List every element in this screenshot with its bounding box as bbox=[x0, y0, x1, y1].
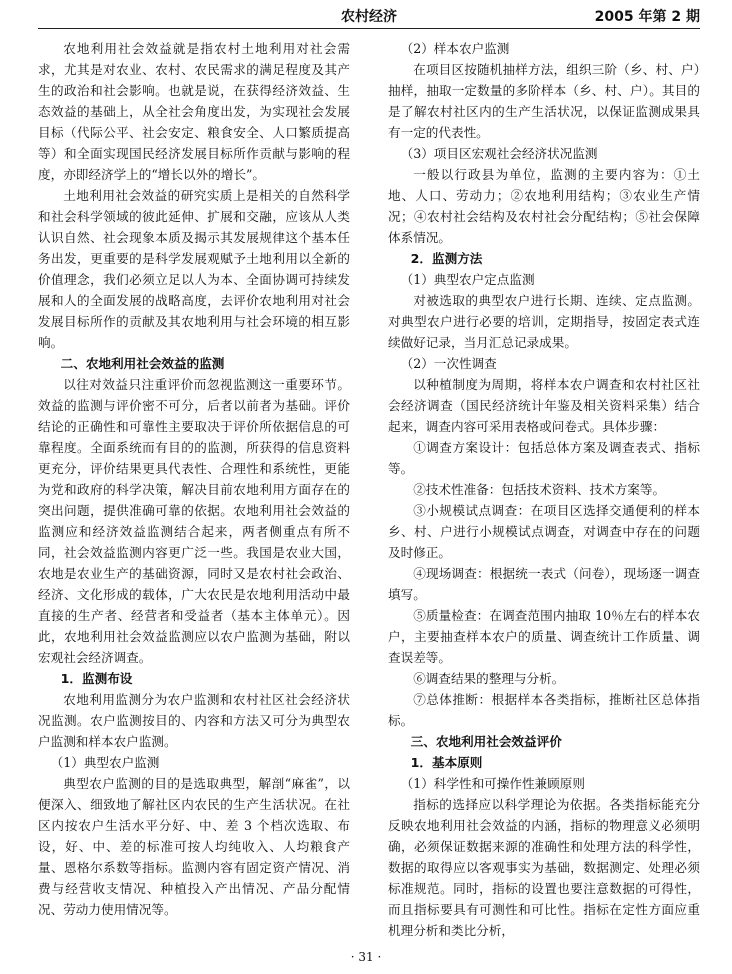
section-heading: 三、农地利用社会效益评价 bbox=[410, 734, 562, 749]
step-item: ①调查方案设计：包括总体方案及调查表式、指标等。 bbox=[388, 440, 700, 476]
step-item: ④现场调查：根据统一表式（问卷），现场逐一调查填写。 bbox=[388, 566, 700, 602]
subsection-heading: 2．监测方法 bbox=[410, 251, 483, 266]
running-header bbox=[38, 6, 700, 29]
page-number: · 31 · bbox=[350, 950, 382, 964]
subsection-heading: 1．监测布设 bbox=[60, 671, 133, 686]
paragraph: 对被选取的典型农户进行长期、连续、定点监测。对典型农户进行必要的培训，定期指导，按固定表式连续做好记录，当月汇总记录成果。 bbox=[388, 293, 700, 350]
step-item: ③小规模试点调查：在项目区选择交通便利的样本乡、村、户进行小规模试点调查，对调查中存在的问题及时修正。 bbox=[388, 503, 700, 560]
paragraph: 一般以行政县为单位，监测的主要内容为：①土地、人口、劳动力；②农地利用结构；③农业生产情况；④农村社会结构及农村社会分配结构；⑤社会保障体系情况。 bbox=[388, 167, 700, 245]
subsection-heading: 1．基本原则 bbox=[410, 755, 483, 770]
paragraph: 农地利用社会效益就是指农村土地利用对社会需求，尤其是对农业、农村、农民需求的满足程度及其产生的政治和社会影响。也就是说，在获得经济效益、生态效益的基础上，从全社会角度出发，为实现社会发展目标（代际公平、社会安定、粮食安全、人口繁质提高等）和全面实现国民经济发展目标所作贡献与影响的程度，亦即经济学上的“增长以外的增长”。 bbox=[38, 41, 350, 182]
step-item: ⑦总体推断：根据样本各类指标，推断社区总体指标。 bbox=[388, 692, 700, 728]
item-heading: （2）样本农户监测 bbox=[400, 41, 510, 56]
paragraph: 典型农户监测的目的是选取典型，解剖“麻雀”，以便深入、细致地了解社区内农民的生产生活状况。在社区内按农户生活水平分好、中、差 3 个档次选取、布设，好、中、差的标准可按人均纯收入、人均粮食产量、恩格尔系数等指标。监测内容有固定资产情况、消费与经营收支情况、种植投入产出情况、产品分配情况、劳动力使用情况等。 bbox=[38, 776, 350, 917]
paragraph: 以种植制度为周期，将样本农户调查和农村社区社会经济调查（国民经济统计年鉴及相关资料采集）结合起来，调查内容可采用表格或问卷式。具体步骤： bbox=[388, 377, 700, 434]
paragraph: 以往对效益只注重评价而忽视监测这一重要环节。效益的监测与评价密不可分，后者以前者为基础。评价结论的正确性和可靠性主要取决于评价所依据信息的可靠程度。全面系统而有目的的监测，所获得的信息资料更充分，评价结果更具代表性、合理性和系统性，更能为党和政府的科学决策，解决目前农地利用方面存在的突出问题，提供准确可靠的依据。农地利用社会效益的监测应和经济效益监测结合起来，两者侧重点有所不同，社会效益监测内容更广泛一些。我国是农业大国，农地是农业生产的基础资源，同时又是农村社会政治、经济、文化形成的载体，广大农民是农地利用活动中最直接的生产者、经营者和受益者（基本主体单元）。因此，农地利用社会效益监测应以农户监测为基础，附以宏观社会经济调查。 bbox=[38, 377, 350, 665]
item-heading: （3）项目区宏观社会经济状况监测 bbox=[400, 146, 598, 161]
section-heading: 二、农地利用社会效益的监测 bbox=[60, 356, 225, 371]
left-column bbox=[38, 38, 350, 920]
paragraph: 指标的选择应以科学理论为依据。各类指标能充分反映农地利用社会效益的内涵，指标的物理意义必须明确，必须保证数据来源的准确性和处理方法的科学性，数据的取得应以客观事实为基础，数据测定、处理必须标准规范。同时，指标的设置也要注意数据的可得性，而且指标要具有可测性和可比性。指标在定性方面应重机理分析和类比分析， bbox=[388, 797, 700, 938]
step-item: ⑥调查结果的整理与分析。 bbox=[413, 671, 565, 686]
journal-title: 农村经济 bbox=[341, 9, 397, 25]
item-heading: （2）一次性调查 bbox=[400, 356, 497, 371]
right-column bbox=[388, 38, 700, 941]
paragraph: 农地利用监测分为农户监测和农村社区社会经济状况监测。农户监测按目的、内容和方法又可分为典型农户监测和样本农户监测。 bbox=[38, 692, 350, 749]
item-heading: （1）科学性和可操作性兼顾原则 bbox=[400, 776, 585, 791]
item-heading: （1）典型农户监测 bbox=[50, 755, 160, 770]
paragraph: 土地利用社会效益的研究实质上是相关的自然科学和社会科学领域的彼此延伸、扩展和交融，应该从人类认识自然、社会现象本质及揭示其发展规律这个基本任务出发，更重要的是科学发展观赋予土地利用以全新的价值理念，我们必须立足以人为本、全面协调可持续发展和人的全面发展的战略高度，去评价农地利用对社会发展目标所作的贡献及其农地利用与社会环境的相互影响。 bbox=[38, 188, 350, 350]
step-item: ⑤质量检查：在调查范围内抽取 10％左右的样本农户，主要抽查样本农户的质量、调查统计工作质量、调查误差等。 bbox=[388, 608, 700, 665]
item-heading: （1）典型农户定点监测 bbox=[400, 272, 535, 287]
issue-number: 2005 年第 2 期 bbox=[594, 9, 700, 25]
paragraph: 在项目区按随机抽样方法，组织三阶（乡、村、户）抽样，抽取一定数量的多阶样本（乡、村、户）。其目的是了解农村社区内的生产生活状况，以保证监测成果具有一定的代表性。 bbox=[388, 62, 700, 140]
step-item: ②技术性准备：包括技术资料、技术方案等。 bbox=[413, 482, 666, 497]
